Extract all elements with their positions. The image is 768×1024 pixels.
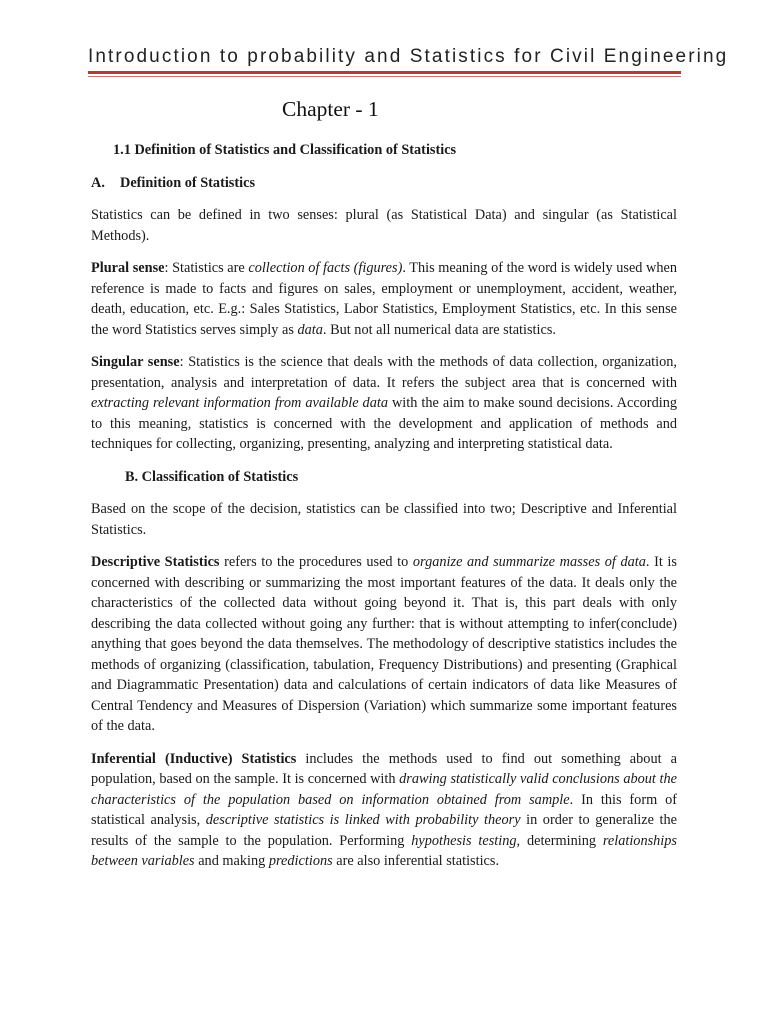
body-text: [91, 140, 677, 884]
relationships-emphasis: relationships between variables: [91, 832, 677, 869]
header-rule-thick: [88, 71, 681, 74]
subsection-a-letter: A.: [91, 174, 105, 191]
data-emphasis: data: [297, 321, 323, 338]
plural-sense-emphasis: collection of facts (figures): [248, 260, 403, 276]
singular-sense-term: Singular sense: [91, 354, 180, 370]
running-header: Introduction to probability and Statistics for Civil Engineering: [88, 46, 729, 67]
section-heading: 1.1 Definition of Statistics and Classification of Statistics: [113, 142, 457, 158]
descriptive-paragraph: Descriptive Statistics refers to the procedures used to organize and summarize masses of data. It is concerned with describing or summarizing the most important features of the data. It deals only the characteristics of the collected data without going beyond it. That is, this part deals with only describing the data collected without going any further: that is without attempting to infer(conclude) anything that goes beyond the data themselves. The methodology of descriptive statistics includes the methods of organizing (classification, tabulation, Frequency Distributions) and presenting (Graphical and Diagrammatic Presentation) data and calculations of certain indicators of data like Measures of Central Tendency and Measures of Dispersion (Variation) which summarize some important features of the data.: [91, 554, 677, 734]
chapter-title: Chapter - 1: [282, 97, 379, 121]
inferential-term: Inferential (Inductive) Statistics: [91, 750, 297, 767]
descriptive-term: Descriptive Statistics: [91, 554, 220, 570]
singular-sense-paragraph: Singular sense: Statistics is the science that deals with the methods of data collection, organization, presentation, analysis and interpretation of data. It refers the subject area that is concerned with extracting relevant information from available data with the aim to make sound decisions. According to this meaning, statistics is concerned with the development and application of methods and techniques for collecting, organizing, presenting, analyzing and interpreting statistical data.: [91, 354, 677, 452]
singular-sense-emphasis: extracting relevant information from available data: [91, 395, 388, 411]
subsection-a-title: Definition of Statistics: [120, 174, 256, 191]
header-rule-thin: [88, 76, 681, 77]
subsection-a-heading: [91, 173, 677, 194]
subsection-b-heading: B. Classification of Statistics: [125, 468, 299, 485]
plural-sense-paragraph: Plural sense: Statistics are collection of facts (figures). This meaning of the word is widely used when reference is made to facts and figures on sales, employment or unemployment, accident, weather, death, education, etc. E.g.: Sales Statistics, Labor Statistics, Employment Statistics, etc. In this sense the word Statistics serves simply as data. But not all numerical data are statistics.: [91, 260, 678, 338]
inferential-emphasis-2: descriptive statistics is linked with probability theory: [205, 812, 521, 828]
hypothesis-testing-emphasis: hypothesis testing: [411, 832, 517, 849]
plural-sense-term: Plural sense: [91, 260, 165, 276]
intro-paragraph: Statistics can be defined in two senses: plural (as Statistical Data) and singular (as Statistical Methods).: [91, 207, 677, 244]
inferential-emphasis-1: drawing statistically valid conclusions about the characteristics of the population based on information obtained from sample: [91, 771, 677, 808]
predictions-emphasis: predictions: [268, 853, 333, 869]
inferential-paragraph: Inferential (Inductive) Statistics includes the methods used to find out something about a population, based on the sample. It is concerned with drawing statistically valid conclusions about the characteristics of the population based on information obtained from sample. In this form of statistical analysis, descriptive statistics is linked with probability theory in order to generalize the results of the sample to the population. Performing hypothesis testing, determining relationships between variables and making predictions are also inferential statistics.: [91, 750, 677, 869]
descriptive-emphasis: organize and summarize masses of data: [412, 554, 646, 570]
scope-paragraph: Based on the scope of the decision, statistics can be classified into two; Descriptive and Inferential Statistics.: [91, 501, 677, 538]
